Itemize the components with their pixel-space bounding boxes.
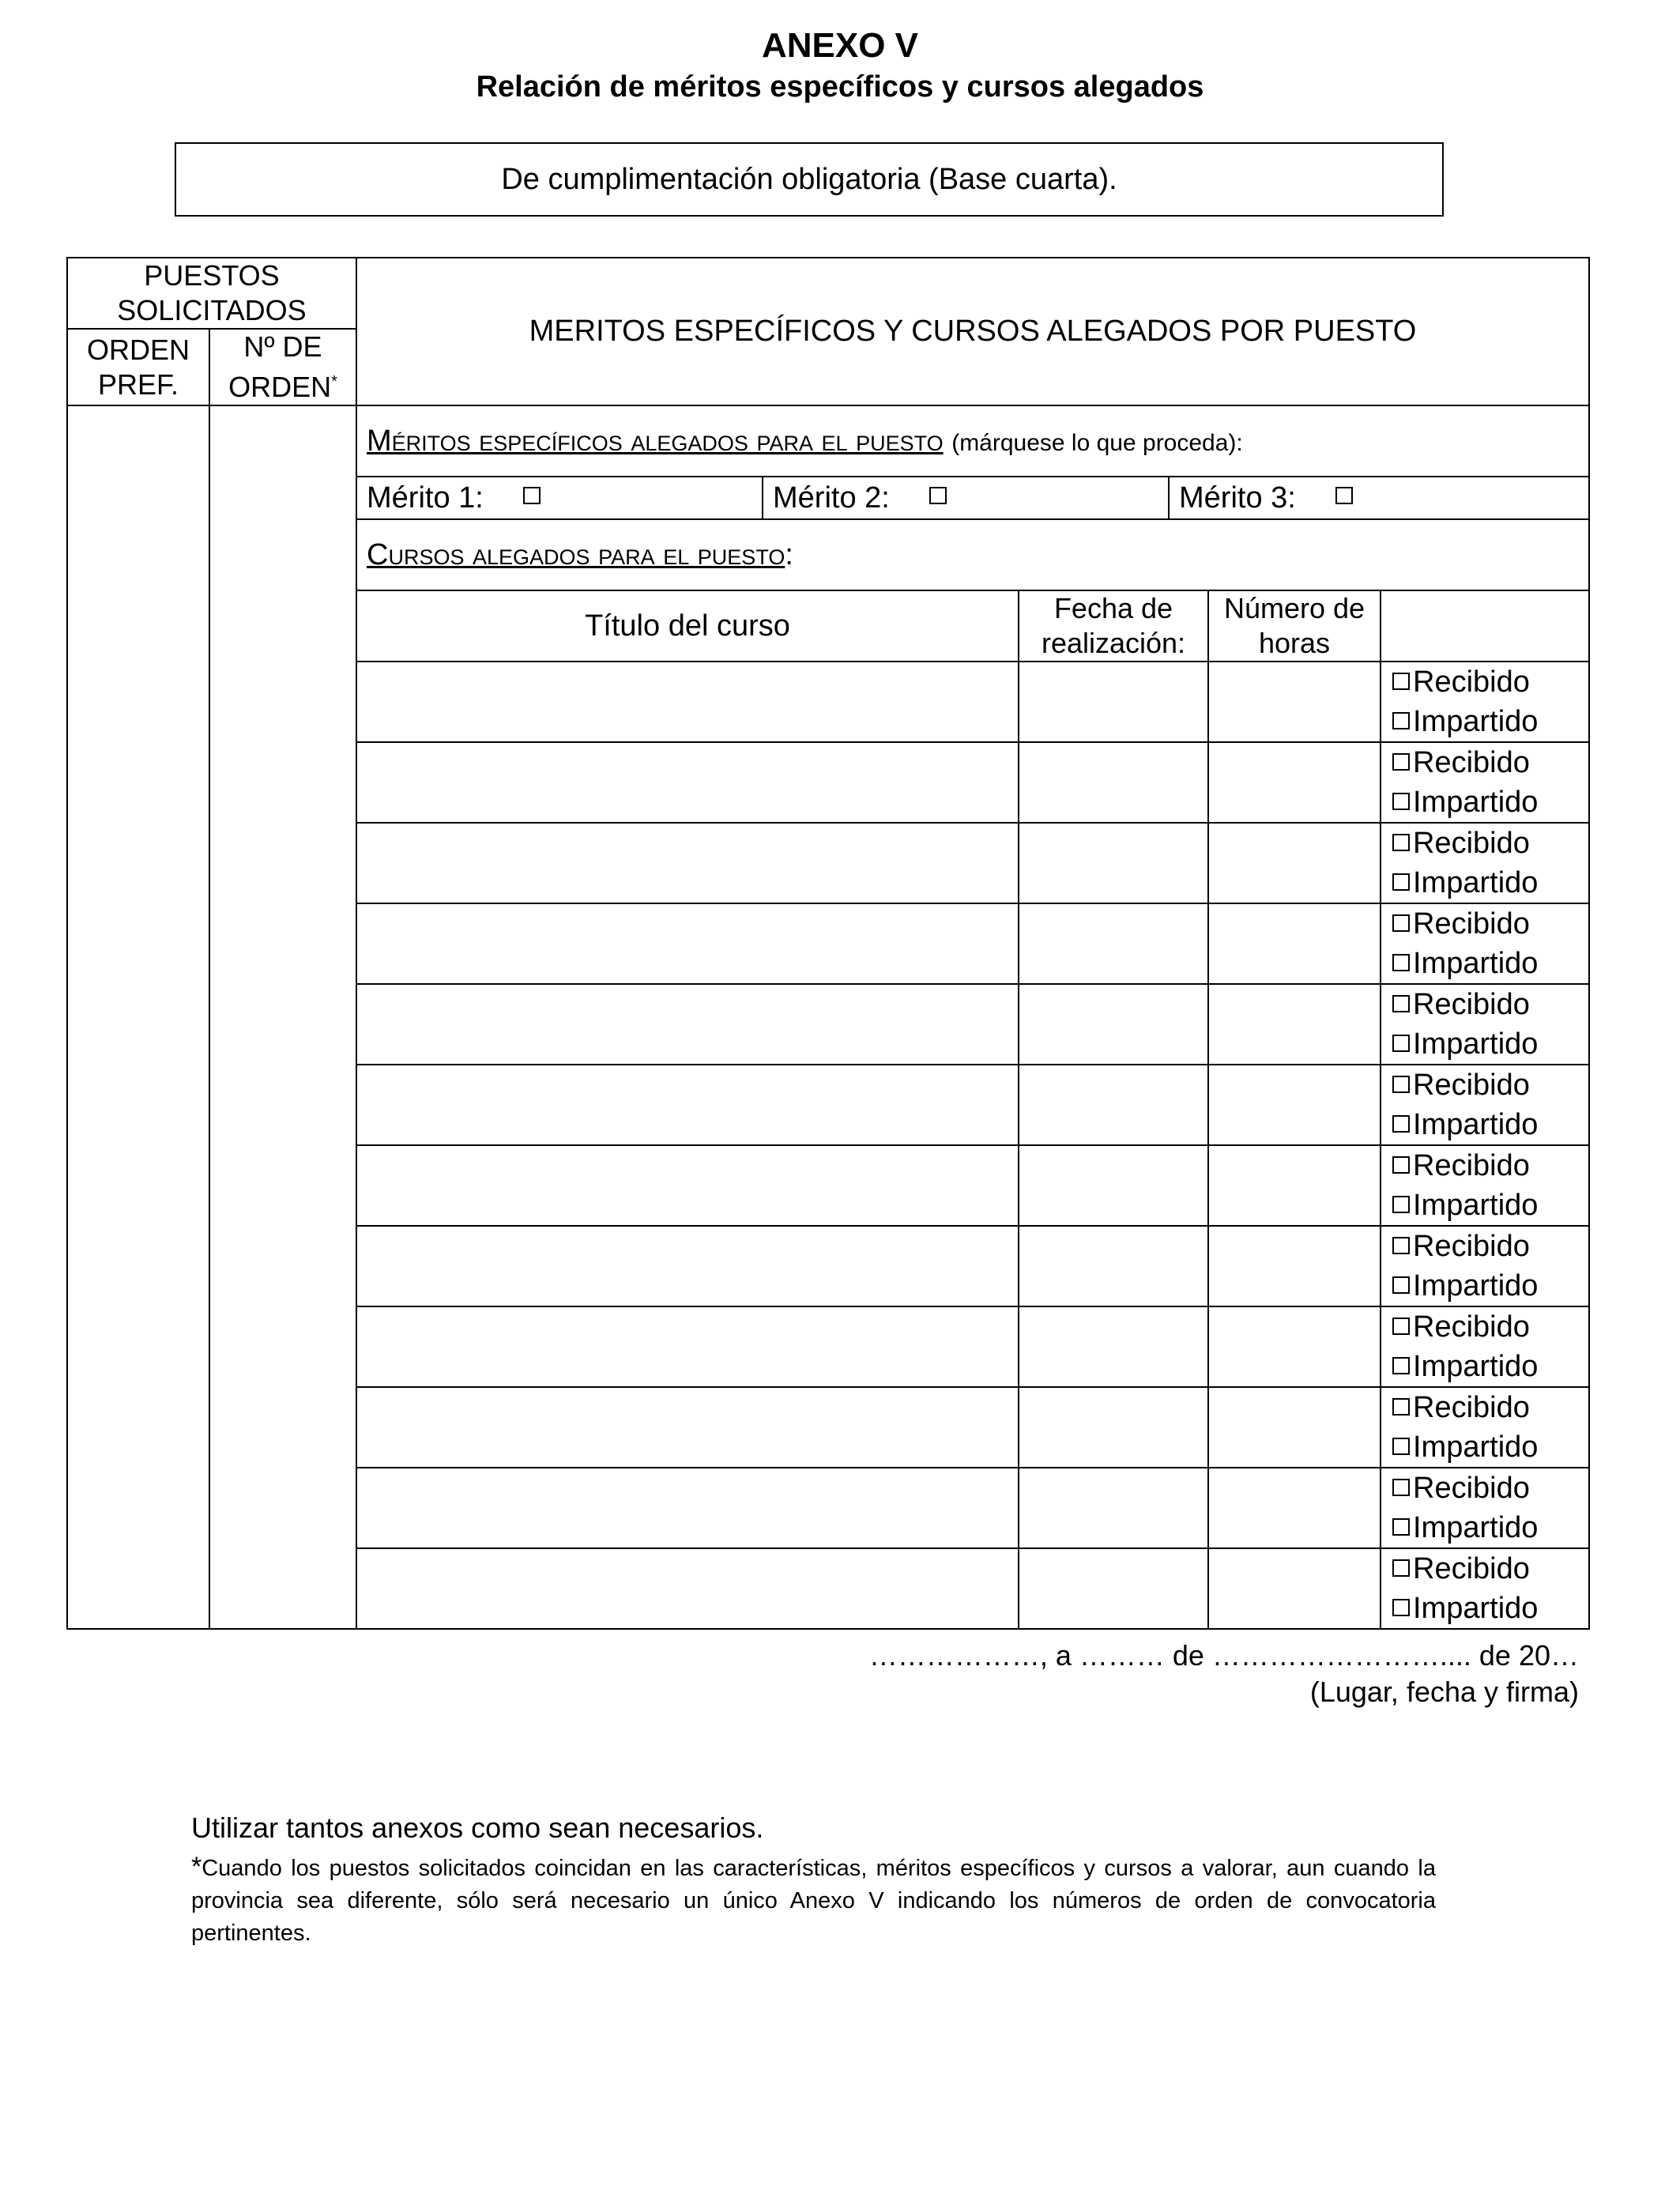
- impartido-label: Impartido: [1413, 786, 1539, 819]
- impartido-label: Impartido: [1413, 1431, 1539, 1464]
- course-type-cell: [1381, 662, 1589, 742]
- recibido-label: Recibido: [1413, 1230, 1530, 1263]
- course-hours-cell[interactable]: [1208, 903, 1381, 984]
- impartido-label: Impartido: [1413, 1592, 1539, 1625]
- recibido-checkbox[interactable]: [1392, 673, 1410, 690]
- option-impartido[interactable]: [1392, 1024, 1588, 1064]
- course-date-cell[interactable]: [1019, 1548, 1208, 1629]
- recibido-label: Recibido: [1413, 1552, 1530, 1585]
- impartido-label: Impartido: [1413, 1269, 1539, 1302]
- option-impartido[interactable]: [1392, 1589, 1588, 1628]
- merito-2-field: Mérito 2:: [763, 477, 1170, 518]
- option-recibido[interactable]: [1392, 1146, 1588, 1186]
- option-impartido[interactable]: [1392, 782, 1588, 822]
- course-type-cell: [1381, 1145, 1589, 1226]
- course-hours-cell[interactable]: [1208, 984, 1381, 1065]
- course-hours-cell[interactable]: [1208, 1145, 1381, 1226]
- option-recibido[interactable]: [1392, 1227, 1588, 1266]
- impartido-checkbox[interactable]: [1392, 1357, 1410, 1374]
- course-type-cell: [1381, 1468, 1589, 1548]
- course-title-cell[interactable]: [356, 1065, 1019, 1145]
- titulo-curso-header: Título del curso: [356, 590, 1019, 662]
- impartido-label: Impartido: [1413, 947, 1539, 980]
- option-recibido[interactable]: [1392, 824, 1588, 863]
- recibido-label: Recibido: [1413, 1472, 1530, 1505]
- course-type-cell: [1381, 984, 1589, 1065]
- puestos-solicitados-header: PUESTOS SOLICITADOS: [67, 258, 356, 329]
- course-date-cell[interactable]: [1019, 1387, 1208, 1468]
- impartido-checkbox[interactable]: [1392, 1196, 1410, 1213]
- n-orden-asterisk: *: [331, 373, 337, 390]
- tipo-header: [1381, 590, 1589, 662]
- recibido-label: Recibido: [1413, 1149, 1530, 1182]
- footer-note-2: *Cuando los puestos solicitados coincidan en las características, méritos específicos y cursos a valorar, aun cuando la provincia sea diferente, sólo será necesario un único Anexo V indicando los números de orden de convocatoria pertinentes.: [191, 1852, 1436, 1946]
- recibido-label: Recibido: [1413, 827, 1530, 860]
- option-impartido[interactable]: [1392, 702, 1588, 741]
- course-title-cell[interactable]: [356, 1226, 1019, 1306]
- recibido-checkbox[interactable]: [1392, 914, 1410, 932]
- recibido-checkbox[interactable]: [1392, 1318, 1410, 1335]
- recibido-label: Recibido: [1413, 988, 1530, 1021]
- option-recibido[interactable]: [1392, 985, 1588, 1024]
- course-type-cell: [1381, 742, 1589, 823]
- course-date-cell[interactable]: [1019, 1226, 1208, 1306]
- cursos-section-label: Cursos alegados para el puesto:: [356, 519, 1589, 590]
- recibido-label: Recibido: [1413, 746, 1530, 779]
- option-recibido[interactable]: [1392, 904, 1588, 944]
- course-hours-cell[interactable]: [1208, 1387, 1381, 1468]
- merito-1-field: Mérito 1:: [357, 477, 763, 518]
- impartido-checkbox[interactable]: [1392, 793, 1410, 810]
- course-date-cell[interactable]: [1019, 662, 1208, 742]
- option-recibido[interactable]: [1392, 743, 1588, 782]
- impartido-label: Impartido: [1413, 1027, 1539, 1061]
- recibido-checkbox[interactable]: [1392, 1237, 1410, 1254]
- option-impartido[interactable]: [1392, 1347, 1588, 1386]
- course-title-cell[interactable]: [356, 1306, 1019, 1387]
- option-recibido[interactable]: [1392, 1388, 1588, 1427]
- recibido-label: Recibido: [1413, 1069, 1530, 1102]
- course-hours-cell[interactable]: [1208, 1065, 1381, 1145]
- course-hours-cell[interactable]: [1208, 1548, 1381, 1629]
- option-impartido[interactable]: [1392, 1266, 1588, 1306]
- impartido-checkbox[interactable]: [1392, 1518, 1410, 1536]
- impartido-checkbox[interactable]: [1392, 1276, 1410, 1294]
- recibido-label: Recibido: [1413, 665, 1530, 699]
- recibido-checkbox[interactable]: [1392, 1156, 1410, 1174]
- course-hours-cell[interactable]: [1208, 823, 1381, 903]
- main-header: MERITOS ESPECÍFICOS Y CURSOS ALEGADOS POR PUESTO: [356, 258, 1589, 405]
- course-type-cell: [1381, 1226, 1589, 1306]
- course-title-cell[interactable]: [356, 823, 1019, 903]
- course-hours-cell[interactable]: [1208, 1468, 1381, 1548]
- recibido-checkbox[interactable]: [1392, 1559, 1410, 1577]
- meritos-section-label: Méritos específicos alegados para el puesto (márquese lo que proceda):: [356, 405, 1589, 477]
- impartido-checkbox[interactable]: [1392, 1599, 1410, 1616]
- page-title: ANEXO V: [761, 26, 919, 65]
- recibido-checkbox[interactable]: [1392, 1479, 1410, 1496]
- course-hours-cell[interactable]: [1208, 662, 1381, 742]
- course-title-cell[interactable]: [356, 742, 1019, 823]
- course-type-cell: [1381, 1387, 1589, 1468]
- impartido-checkbox[interactable]: [1392, 1035, 1410, 1052]
- n-orden-cell[interactable]: [209, 405, 356, 1629]
- option-impartido[interactable]: [1392, 944, 1588, 983]
- recibido-label: Recibido: [1413, 1391, 1530, 1424]
- footer-asterisk: *: [191, 1852, 202, 1882]
- option-impartido[interactable]: [1392, 1427, 1588, 1467]
- course-title-cell[interactable]: [356, 1468, 1019, 1548]
- course-date-cell[interactable]: [1019, 823, 1208, 903]
- course-title-cell[interactable]: [356, 662, 1019, 742]
- fecha-realizacion-header: Fecha de realización:: [1019, 590, 1208, 662]
- course-type-cell: [1381, 823, 1589, 903]
- impartido-checkbox[interactable]: [1392, 873, 1410, 891]
- course-hours-cell[interactable]: [1208, 742, 1381, 823]
- signature-caption: (Lugar, fecha y firma): [1309, 1676, 1579, 1708]
- impartido-checkbox[interactable]: [1392, 712, 1410, 729]
- option-recibido[interactable]: [1392, 662, 1588, 702]
- option-impartido[interactable]: [1392, 1186, 1588, 1225]
- impartido-checkbox[interactable]: [1392, 1438, 1410, 1455]
- merito-2-checkbox[interactable]: [929, 487, 947, 504]
- impartido-checkbox[interactable]: [1392, 1115, 1410, 1133]
- impartido-label: Impartido: [1413, 1189, 1539, 1222]
- recibido-checkbox[interactable]: [1392, 995, 1410, 1012]
- option-impartido[interactable]: [1392, 863, 1588, 903]
- option-impartido[interactable]: [1392, 1508, 1588, 1547]
- mandatory-notice-box: [175, 142, 1444, 217]
- course-title-cell[interactable]: [356, 1387, 1019, 1468]
- numero-horas-header: Número de horas: [1208, 590, 1381, 662]
- signature-line[interactable]: ………………, a ……… de …………………….... de 20…: [868, 1639, 1579, 1672]
- page-subtitle: Relación de méritos específicos y cursos alegados: [476, 70, 1204, 104]
- course-date-cell[interactable]: [1019, 903, 1208, 984]
- course-title-cell[interactable]: [356, 984, 1019, 1065]
- recibido-checkbox[interactable]: [1392, 834, 1410, 851]
- impartido-checkbox[interactable]: [1392, 954, 1410, 971]
- course-date-cell[interactable]: [1019, 1145, 1208, 1226]
- course-type-cell: [1381, 903, 1589, 984]
- course-date-cell[interactable]: [1019, 742, 1208, 823]
- impartido-label: Impartido: [1413, 705, 1539, 738]
- recibido-label: Recibido: [1413, 907, 1530, 941]
- recibido-label: Recibido: [1413, 1310, 1530, 1344]
- impartido-label: Impartido: [1413, 866, 1539, 899]
- course-title-cell[interactable]: [356, 903, 1019, 984]
- option-recibido[interactable]: [1392, 1549, 1588, 1589]
- course-type-cell: [1381, 1306, 1589, 1387]
- impartido-label: Impartido: [1413, 1511, 1539, 1544]
- n-orden-header: Nº DE ORDEN*: [209, 329, 356, 405]
- footer-note-1: Utilizar tantos anexos como sean necesarios.: [191, 1811, 764, 1844]
- mandatory-notice-text: De cumplimentación obligatoria (Base cuarta).: [501, 162, 1117, 196]
- impartido-label: Impartido: [1413, 1108, 1539, 1141]
- recibido-checkbox[interactable]: [1392, 753, 1410, 771]
- course-hours-cell[interactable]: [1208, 1226, 1381, 1306]
- merito-1-checkbox[interactable]: [523, 487, 541, 504]
- recibido-checkbox[interactable]: [1392, 1398, 1410, 1416]
- merito-3-field: Mérito 3:: [1170, 477, 1588, 518]
- option-recibido[interactable]: [1392, 1468, 1588, 1508]
- course-date-cell[interactable]: [1019, 1065, 1208, 1145]
- option-recibido[interactable]: [1392, 1307, 1588, 1347]
- orden-pref-header: ORDEN PREF.: [67, 329, 209, 405]
- course-title-cell[interactable]: [356, 1548, 1019, 1629]
- merito-3-checkbox[interactable]: [1335, 487, 1353, 504]
- option-recibido[interactable]: [1392, 1065, 1588, 1105]
- course-date-cell[interactable]: [1019, 1468, 1208, 1548]
- option-impartido[interactable]: [1392, 1105, 1588, 1144]
- course-date-cell[interactable]: [1019, 984, 1208, 1065]
- impartido-label: Impartido: [1413, 1350, 1539, 1383]
- course-type-cell: [1381, 1548, 1589, 1629]
- course-hours-cell[interactable]: [1208, 1306, 1381, 1387]
- course-title-cell[interactable]: [356, 1145, 1019, 1226]
- course-type-cell: [1381, 1065, 1589, 1145]
- orden-pref-cell[interactable]: [67, 405, 209, 1629]
- course-date-cell[interactable]: [1019, 1306, 1208, 1387]
- recibido-checkbox[interactable]: [1392, 1076, 1410, 1093]
- merits-form-table: [66, 257, 1590, 1630]
